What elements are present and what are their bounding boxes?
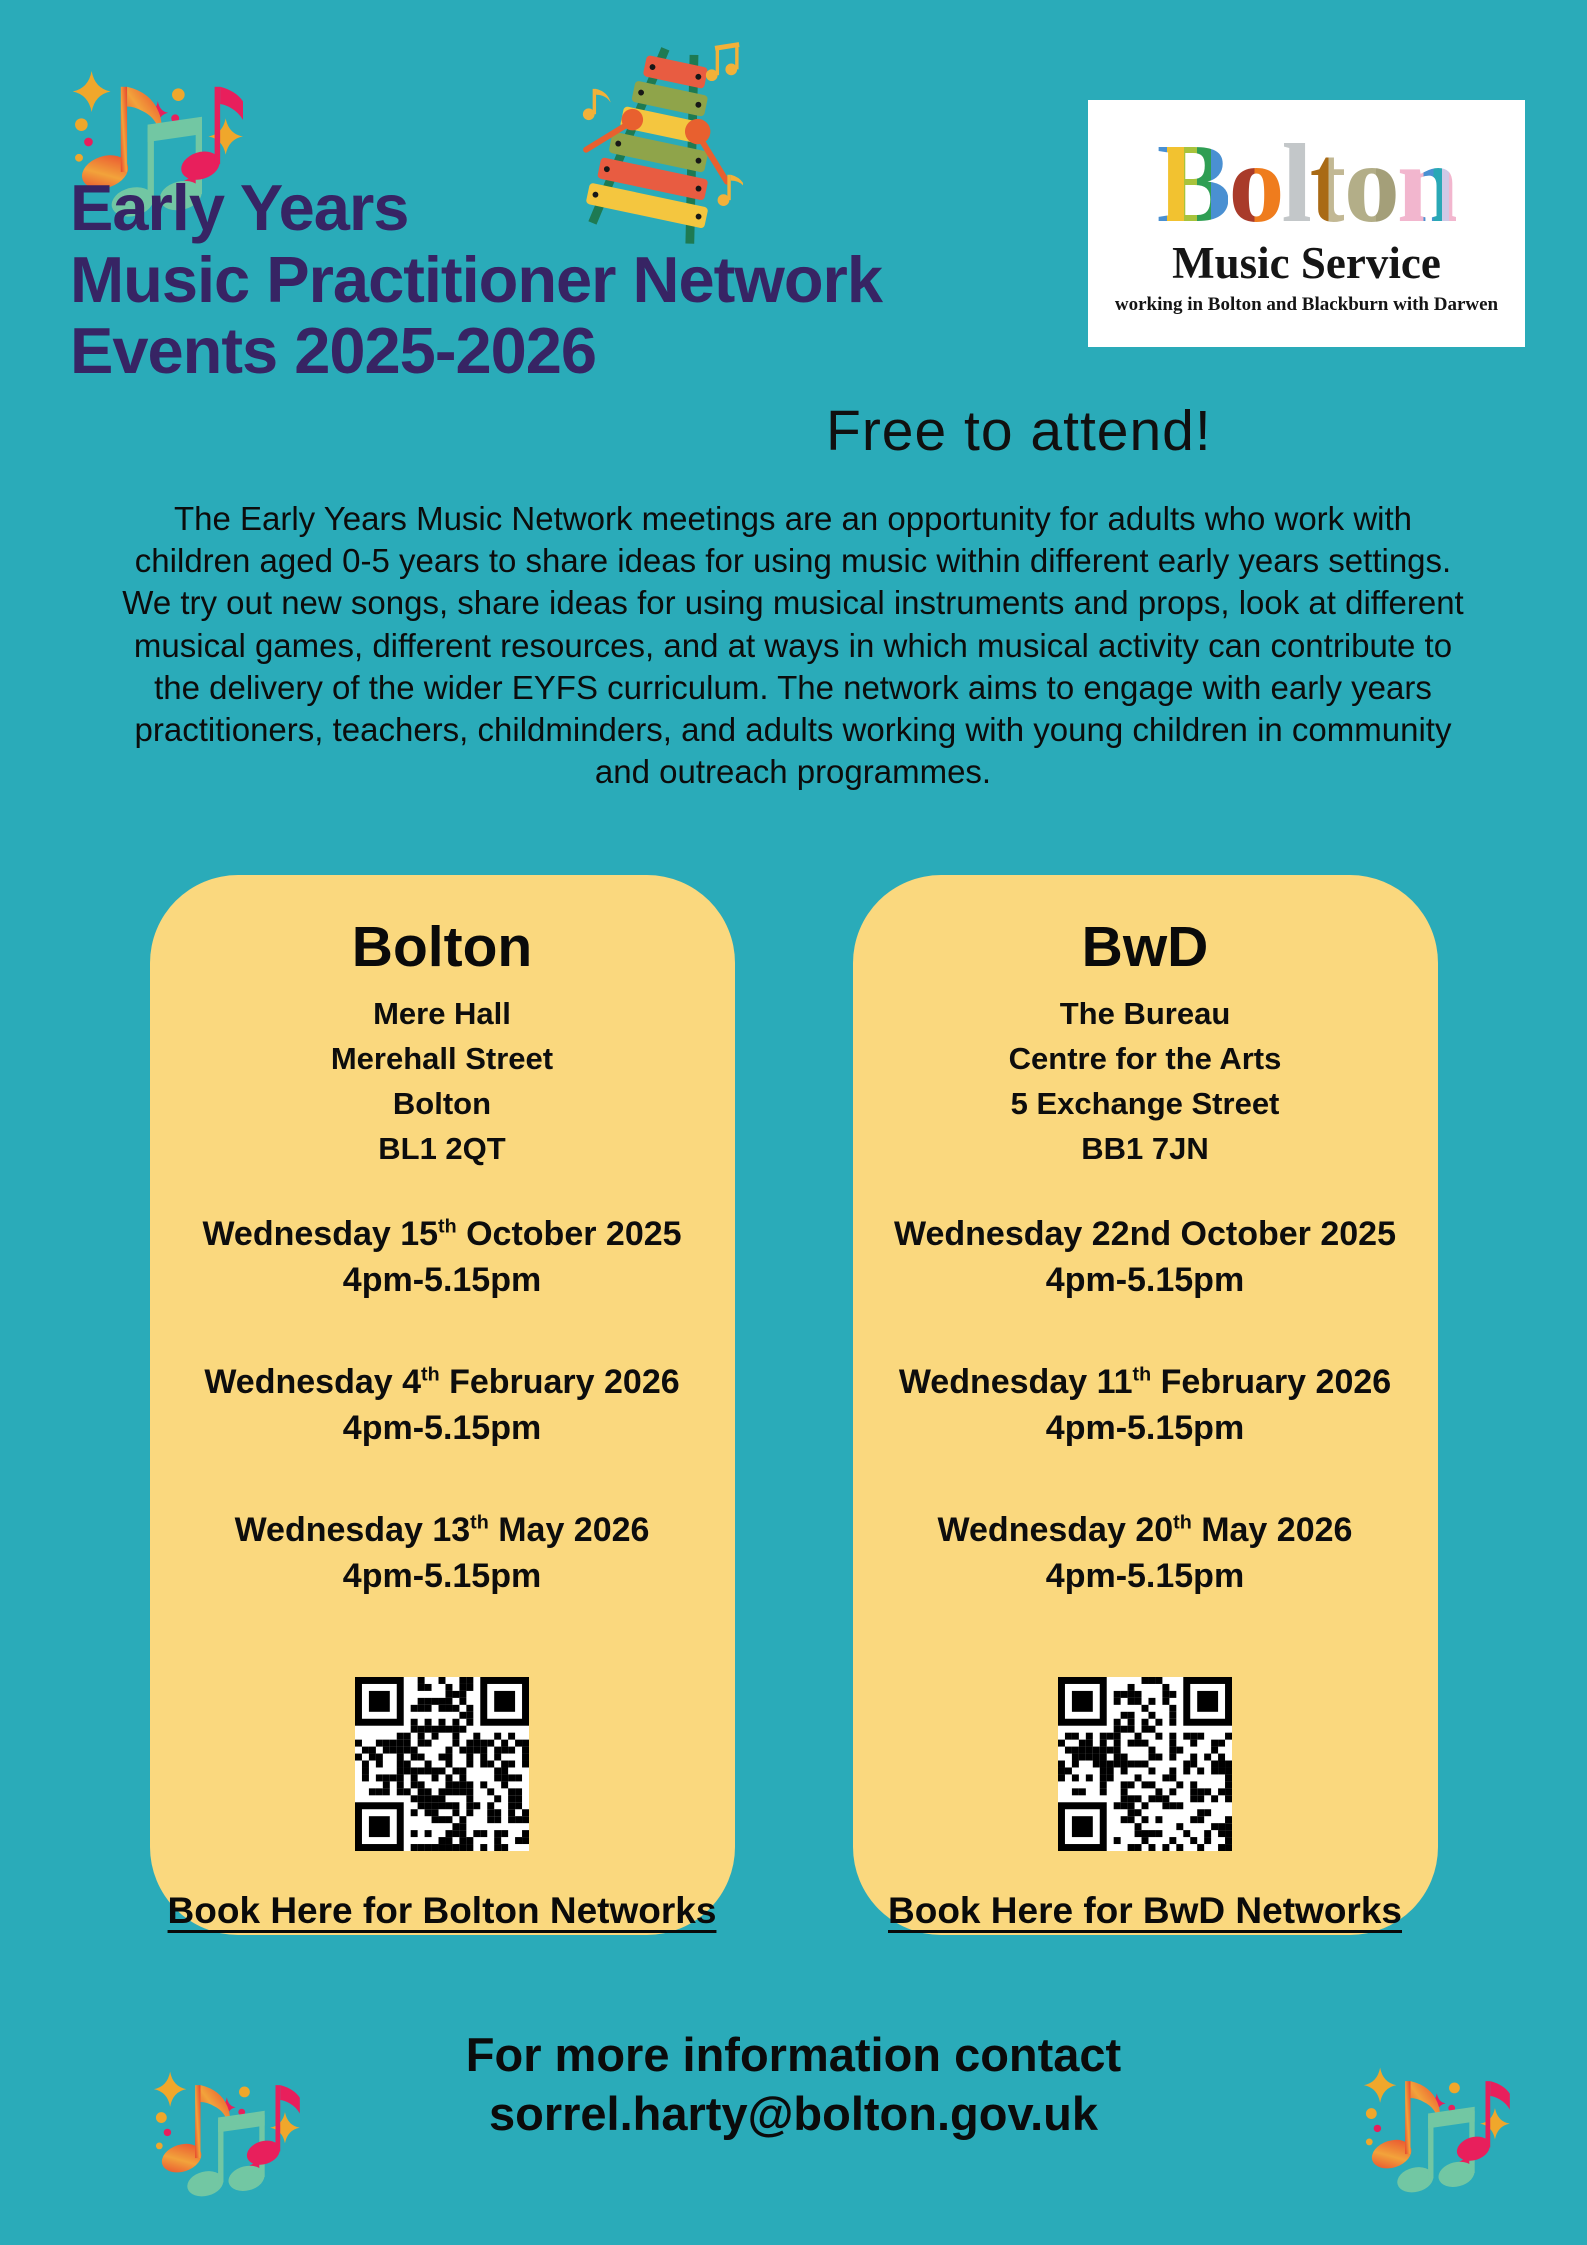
music-notes-decoration-bottom-left: [112, 2050, 312, 2202]
contact-line: For more information contact: [465, 2028, 1122, 2081]
event-date: Wednesday 13th May 2026: [234, 1511, 650, 1549]
logo-tagline: working in Bolton and Blackburn with Darwen: [1114, 293, 1499, 315]
card-title-bolton: Bolton: [351, 915, 533, 979]
event-item: [202, 1211, 681, 1303]
bolton-music-service-logo: [1088, 100, 1525, 347]
bolton-address: [331, 991, 553, 1171]
page-title: [70, 172, 882, 387]
event-time: 4pm-5.15pm: [1045, 1261, 1245, 1299]
event-time: 4pm-5.15pm: [342, 1409, 542, 1447]
event-time: 4pm-5.15pm: [1045, 1409, 1245, 1447]
bwd-events: [894, 1211, 1396, 1655]
title-line-1: Early Years: [70, 171, 409, 244]
address-line: Mere Hall: [373, 996, 511, 1031]
logo-subtitle: Music Service: [1172, 237, 1441, 288]
event-date: Wednesday 11th February 2026: [898, 1363, 1392, 1401]
intro-paragraph: The Early Years Music Network meetings are an opportunity for adults who work with children aged 0-5 years to share ideas for using music within different early years settings. We try out new songs, share ideas for using musical instruments and props, look at different musical games, different resources, and at ways in which musical activity can contribute to the delivery of the wider EYFS curriculum. The network aims to engage with early years practitioners, teachers, childminders, and adults working with young children in community and outreach programmes.: [122, 500, 1464, 791]
music-notes-decoration-bottom-right: [1322, 2046, 1522, 2198]
address-line: BB1 7JN: [1081, 1131, 1209, 1166]
book-link-bwd[interactable]: Book Here for BwD Networks: [888, 1890, 1402, 1931]
event-item: [202, 1359, 681, 1451]
event-time: 4pm-5.15pm: [342, 1557, 542, 1595]
bolton-events: [202, 1211, 681, 1655]
bwd-address: [1009, 991, 1282, 1171]
address-line: Centre for the Arts: [1008, 1041, 1282, 1076]
event-item: [894, 1507, 1396, 1599]
title-line-3: Events 2025-2026: [70, 314, 597, 387]
bolton-card: [150, 875, 735, 1935]
logo-wordmark: Bolton: [1156, 122, 1457, 247]
event-item: [894, 1211, 1396, 1303]
event-item: [894, 1359, 1396, 1451]
contact-email: sorrel.harty@bolton.gov.uk: [488, 2087, 1099, 2141]
qr-code-bolton: [338, 1677, 546, 1851]
book-link-bolton[interactable]: Book Here for Bolton Networks: [167, 1890, 717, 1931]
card-title-bwd: BwD: [1081, 915, 1209, 979]
address-line: The Bureau: [1059, 996, 1231, 1031]
address-line: Merehall Street: [330, 1041, 554, 1076]
address-line: BL1 2QT: [378, 1131, 506, 1166]
event-time: 4pm-5.15pm: [342, 1261, 542, 1299]
address-line: Bolton: [392, 1086, 492, 1121]
event-date: Wednesday 22nd October 2025: [893, 1215, 1396, 1253]
qr-code-bwd: [1041, 1677, 1249, 1851]
event-item: [202, 1507, 681, 1599]
title-line-2: Music Practitioner Network: [70, 242, 882, 316]
free-to-attend-text: Free to attend!: [826, 399, 1212, 463]
event-date: Wednesday 20th May 2026: [937, 1511, 1353, 1549]
bwd-card: [853, 875, 1438, 1935]
event-time: 4pm-5.15pm: [1045, 1557, 1245, 1595]
address-line: 5 Exchange Street: [1010, 1086, 1280, 1121]
venue-cards: [0, 875, 1587, 1935]
event-date: Wednesday 15th October 2025: [202, 1215, 682, 1253]
event-date: Wednesday 4th February 2026: [204, 1363, 680, 1401]
